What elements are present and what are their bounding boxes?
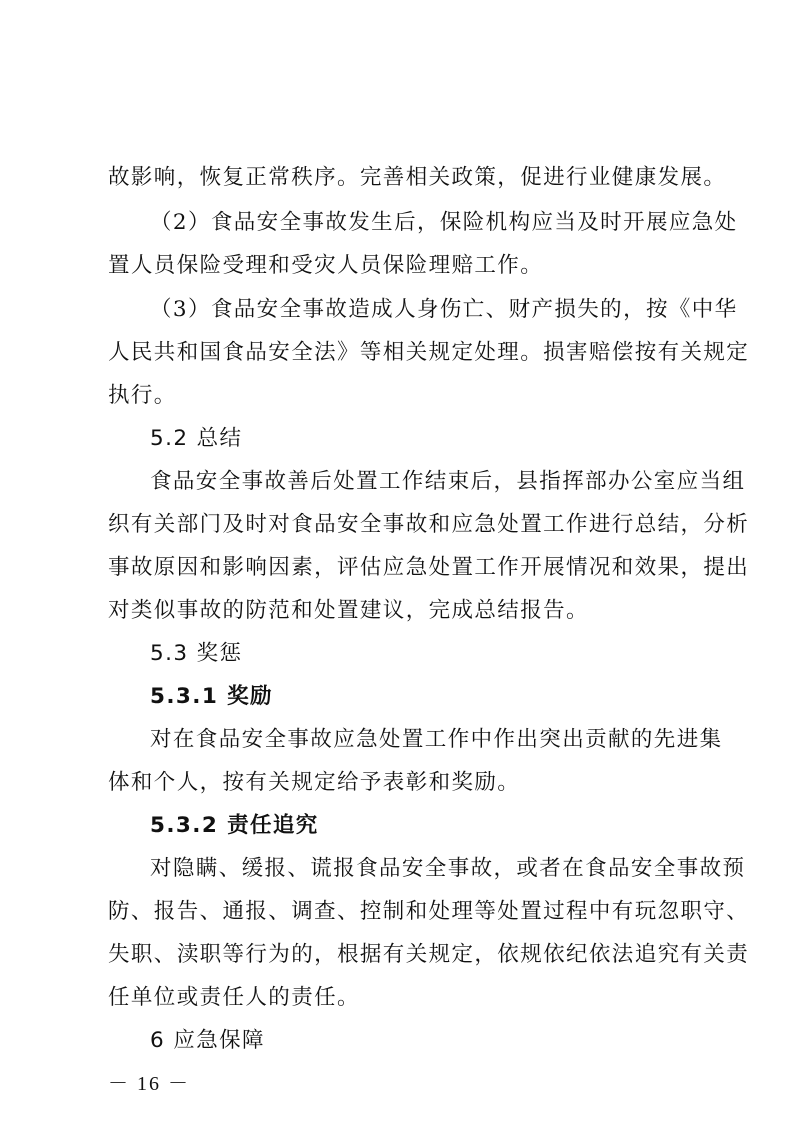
section-heading-5-3-1: 5.3.1 奖励 [150, 684, 273, 709]
paragraph-line: 织有关部门及时对食品安全事故和应急处置工作进行总结，分析 [108, 512, 750, 537]
paragraph-line: 事故原因和影响因素，评估应急处置工作开展情况和效果，提出 [108, 555, 750, 580]
paragraph-line: 对隐瞒、缓报、谎报食品安全事故，或者在食品安全事故预 [150, 856, 746, 881]
paragraph-line: 体和个人，按有关规定给予表彰和奖励。 [108, 770, 521, 795]
section-heading-5-3: 5.3 奖惩 [150, 641, 243, 666]
paragraph-line: 执行。 [108, 383, 177, 408]
paragraph-line: 人民共和国食品安全法》等相关规定处理。损害赔偿按有关规定 [108, 340, 750, 365]
paragraph-line: （2）食品安全事故发生后，保险机构应当及时开展应急处 [150, 210, 738, 235]
section-heading-5-2: 5.2 总结 [150, 426, 243, 451]
paragraph-line: 故影响，恢复正常秩序。完善相关政策，促进行业健康发展。 [108, 165, 727, 190]
page-number: － 16 － [108, 1073, 190, 1095]
section-heading-6: 6 应急保障 [150, 1028, 265, 1053]
paragraph-line: 对类似事故的防范和处置建议，完成总结报告。 [108, 598, 589, 623]
paragraph-line: 对在食品安全事故应急处置工作中作出突出贡献的先进集 [150, 727, 723, 752]
paragraph-line: 任单位或责任人的责任。 [108, 985, 360, 1010]
paragraph-line: 置人员保险受理和受灾人员保险理赔工作。 [108, 253, 544, 278]
section-heading-5-3-2: 5.3.2 责任追究 [150, 813, 319, 838]
paragraph-line: 食品安全事故善后处置工作结束后，县指挥部办公室应当组 [150, 469, 746, 494]
paragraph-line: 防、报告、通报、调查、控制和处理等处置过程中有玩忽职守、 [108, 899, 750, 924]
paragraph-line: （3）食品安全事故造成人身伤亡、财产损失的，按《中华 [150, 297, 738, 322]
paragraph-line: 失职、渎职等行为的，根据有关规定，依规依纪依法追究有关责 [108, 942, 750, 967]
